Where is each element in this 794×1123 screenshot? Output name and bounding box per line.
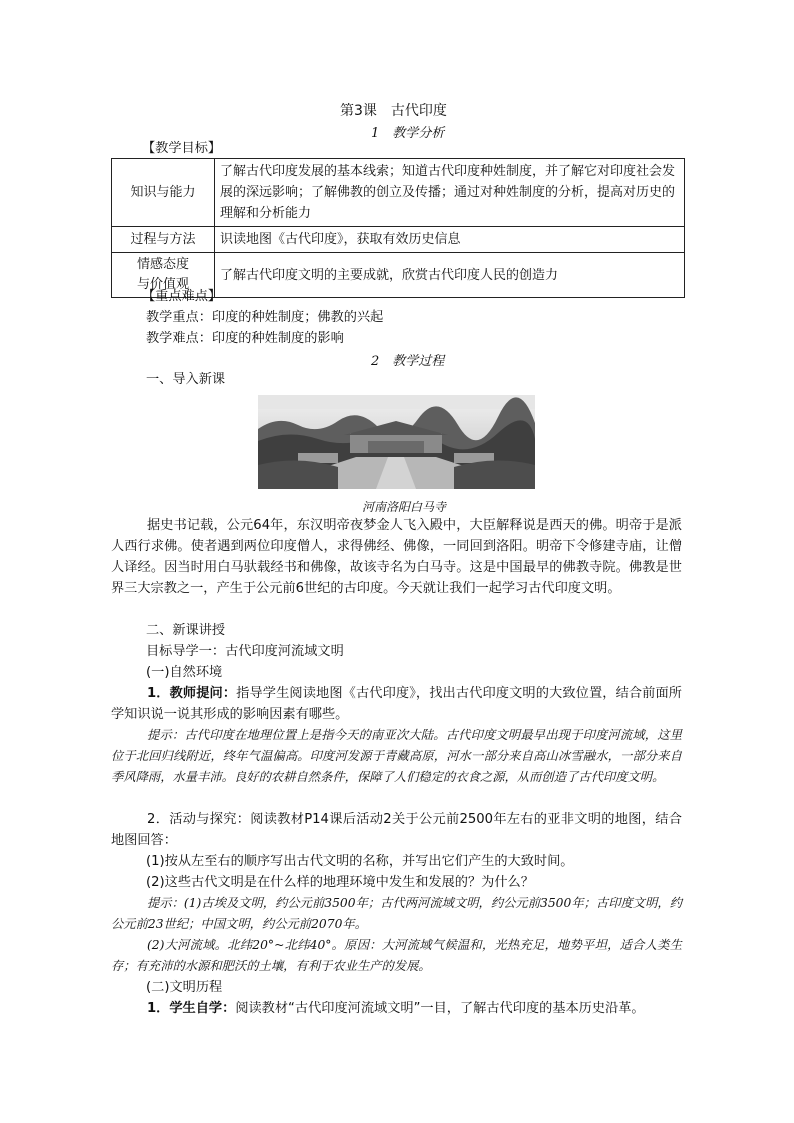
difficult-point: 教学难点：印度的种姓制度的影响 <box>146 331 344 346</box>
white-horse-temple-photo <box>258 395 535 489</box>
hint-2: 提示：(1)古埃及文明，约公元前3500年；古代两河流域文明，约公元前3500年；古印度文明，约公元前23世纪；中国文明，约公元前2070年。 <box>111 896 682 931</box>
goal-key: 情感态度 与价值观 <box>112 253 215 298</box>
section-heading-analysis: 1 教学分析 <box>371 126 445 141</box>
goals-heading: 【教学目标】 <box>142 141 222 156</box>
hint-1: 提示：古代印度在地理位置上是指今天的南亚次大陆。古代印度文明最早出现于印度河流域，这里位于北回归线附近，终年气温偏高。印度河发源于青藏高原，河水一部分来自高山冰雪融水，一部分来自季风降雨，水量丰沛。良好的农耕自然条件，保障了人们稳定的衣食之源，从而创造了古代印度文明。 <box>111 728 682 784</box>
goal-key: 过程与方法 <box>112 227 215 253</box>
intro-heading: 一、导入新课 <box>146 372 226 387</box>
section-heading-process: 2 教学过程 <box>371 354 445 369</box>
goal-key: 知识与能力 <box>112 159 215 227</box>
goal-value: 了解古代印度发展的基本线索；知道古代印度种姓制度，并了解它对印度社会发展的深远影响；了解佛教的创立及传播；通过对种姓制度的分析，提高对历史的理解和分析能力 <box>215 159 685 227</box>
intro-paragraph: 据史书记载，公元64年，东汉明帝夜梦金人飞入殿中，大臣解释说是西天的佛。明帝于是派人西行求佛。使者遇到两位印度僧人，求得佛经、佛像，一同回到洛阳。明帝下令修建寺庙，让僧人译经。因当时用白马驮载经书和佛像，故该寺名为白马寺。这是中国最早的佛教寺院。佛教是世界三大宗教之一，产生于公元前6世纪的古印度。今天就让我们一起学习古代印度文明。 <box>111 518 682 596</box>
sub-heading-environment: (一)自然环境 <box>146 665 223 680</box>
question-3-text: 阅读教材“古代印度河流域文明”一目，了解古代印度的基本历史沿革。 <box>235 1001 645 1016</box>
lesson-title: 第3课 古代印度 <box>340 103 447 119</box>
sub-heading-history: (二)文明历程 <box>146 980 223 995</box>
table-row <box>112 227 685 253</box>
goal-value: 识读地图《古代印度》，获取有效历史信息 <box>215 227 685 253</box>
teaching-goals-table <box>111 158 685 298</box>
question-2-part-1: (1)按从左至右的顺序写出古代文明的名称，并写出它们产生的大致时间。 <box>146 854 574 869</box>
question-2: 2．活动与探究：阅读教材P14课后活动2关于公元前2500年左右的亚非文明的地图，结合地图回答： <box>111 812 682 848</box>
target-1: 目标导学一：古代印度河流域文明 <box>146 644 344 659</box>
question-1-text: 指导学生阅读地图《古代印度》，找出古代印度文明的大致位置，结合前面所学知识说一说其形成的影响因素有哪些。 <box>111 686 682 722</box>
new-lesson-heading: 二、新课讲授 <box>146 623 226 638</box>
photo-caption: 河南洛阳白马寺 <box>362 500 447 514</box>
hint-3: (2)大河流域。北纬20°~北纬40°。原因：大河流域气候温和，光热充足，地势平坦，适合人类生存；有充沛的水源和肥沃的土壤，有利于农业生产的发展。 <box>111 938 682 973</box>
goal-value: 了解古代印度文明的主要成就，欣赏古代印度人民的创造力 <box>215 253 685 298</box>
question-3 <box>111 998 682 1019</box>
question-2-part-2: (2)这些古代文明是在什么样的地理环境中发生和发展的？为什么？ <box>146 875 534 890</box>
temple-photo-icon <box>258 395 535 489</box>
question-1-prefix: 1．教师提问： <box>147 686 237 701</box>
key-point: 教学重点：印度的种姓制度；佛教的兴起 <box>146 310 384 325</box>
question-3-prefix: 1．学生自学： <box>147 1001 236 1016</box>
keypoints-heading: 【重点难点】 <box>142 289 222 304</box>
table-row <box>112 159 685 227</box>
question-1 <box>111 683 682 725</box>
